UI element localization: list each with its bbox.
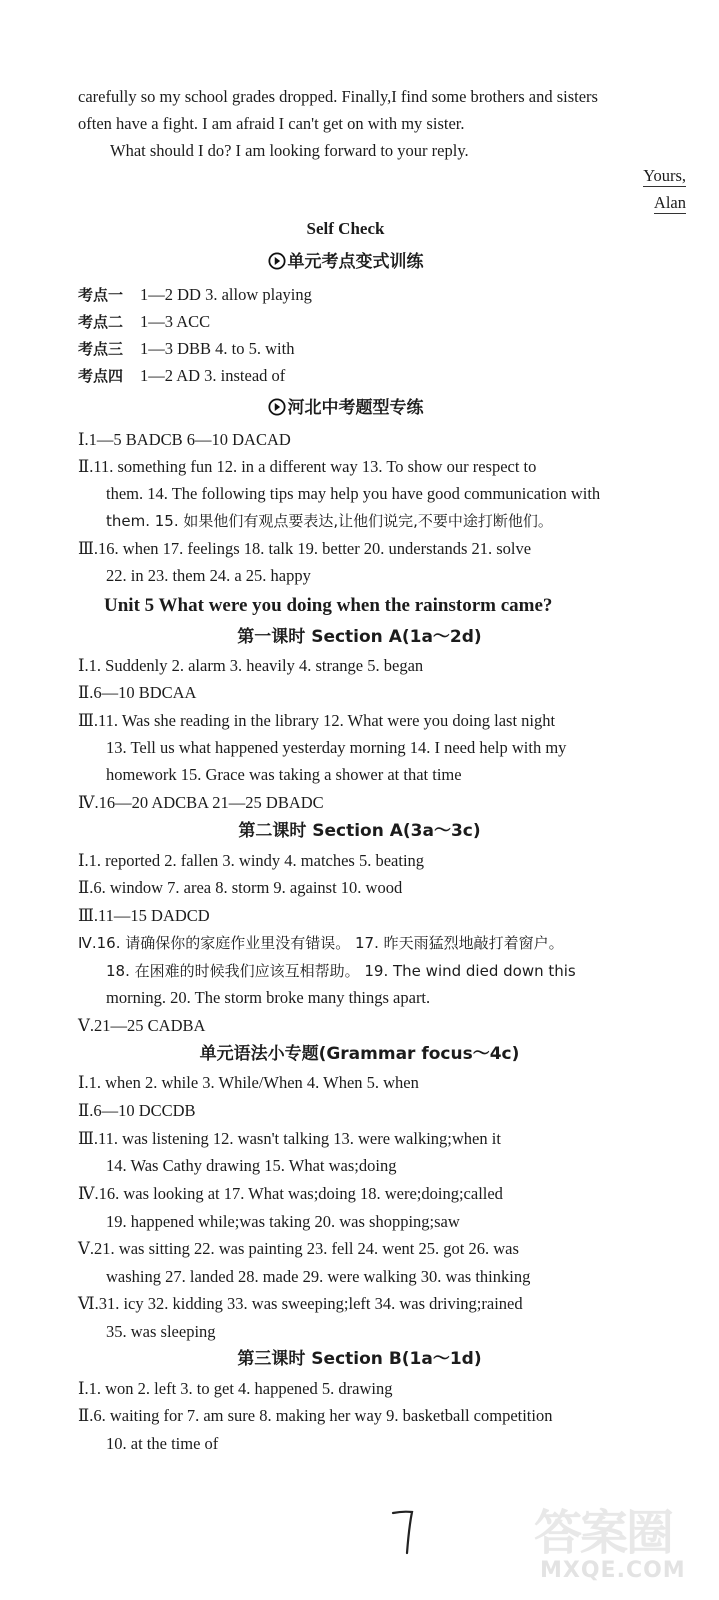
section-subheading: 单元考点变式训练: [0, 251, 719, 273]
circle-arrow-icon: [268, 398, 286, 416]
letter-line: What should I do? I am looking forward to your reply.: [110, 141, 469, 160]
answer-line: 18. 在困难的时候我们应该互相帮助。 19. The wind died down this: [106, 962, 576, 980]
letter-line: carefully so my school grades dropped. Finally,I find some brothers and sisters: [78, 87, 598, 106]
answer-line: Ⅳ.16. 请确保你的家庭作业里没有错误。 17. 昨天雨猛烈地敲打着窗户。: [78, 934, 564, 952]
answer-line: them. 14. The following tips may help you have good communication with: [106, 484, 601, 503]
letter-closing: Yours,: [643, 166, 686, 185]
answer-line: Ⅴ.21—25 CADBA: [78, 1016, 206, 1035]
answer-line: Ⅱ.11. something fun 12. in a different way 13. To show our respect to: [78, 457, 537, 476]
watermark-logo: [522, 1494, 712, 1594]
self-check-title: Self Check: [306, 219, 385, 238]
lesson-title: 单元语法小专题(Grammar focus～4c): [199, 1044, 520, 1064]
point-row: 考点一 1—2 DD 3. allow playing: [78, 285, 312, 304]
answer-line: Ⅳ.16—20 ADCBA 21—25 DBADC: [78, 793, 324, 812]
letter-line: often have a fight. I am afraid I can't get on with my sister.: [78, 114, 465, 133]
watermark-mark: 答案圈: [534, 1505, 673, 1561]
answer-line: homework 15. Grace was taking a shower at that time: [106, 765, 462, 784]
answer-line: Ⅰ.1. when 2. while 3. While/When 4. When 5. when: [78, 1073, 419, 1092]
answer-line: 10. at the time of: [106, 1434, 219, 1453]
answer-line: Ⅱ.6—10 DCCDB: [78, 1101, 196, 1120]
answer-line: Ⅴ.21. was sitting 22. was painting 23. fell 24. went 25. got 26. was: [78, 1239, 519, 1258]
handwritten-number-icon: [385, 1507, 425, 1557]
answer-line: washing 27. landed 28. made 29. were walking 30. was thinking: [106, 1267, 531, 1286]
answer-line: Ⅰ.1—5 BADCB 6—10 DACAD: [78, 430, 291, 449]
answer-line: them. 15. 如果他们有观点要表达,让他们说完,不要中途打断他们。: [106, 512, 553, 530]
circle-arrow-icon: [268, 252, 286, 270]
answer-line: Ⅱ.6. window 7. area 8. storm 9. against 10. wood: [78, 878, 403, 897]
answer-line: Ⅱ.6—10 BDCAA: [78, 683, 197, 702]
answer-line: 14. Was Cathy drawing 15. What was;doing: [106, 1156, 397, 1175]
point-row: 考点四 1—2 AD 3. instead of: [78, 366, 286, 385]
lesson-title: 第三课时 Section B(1a～1d): [237, 1349, 482, 1369]
answer-line: Ⅰ.1. won 2. left 3. to get 4. happened 5. drawing: [78, 1379, 393, 1398]
answer-line: 13. Tell us what happened yesterday morning 14. I need help with my: [106, 738, 567, 757]
letter-signature: Alan: [653, 193, 686, 212]
answer-line: Ⅰ.1. Suddenly 2. alarm 3. heavily 4. strange 5. began: [78, 656, 424, 675]
answer-line: Ⅰ.1. reported 2. fallen 3. windy 4. matches 5. beating: [78, 851, 425, 870]
lesson-title: 第一课时 Section A(1a～2d): [237, 627, 482, 647]
answer-line: Ⅲ.11—15 DADCD: [78, 906, 210, 925]
unit-title: Unit 5 What were you doing when the rainstorm came?: [104, 595, 553, 616]
lesson-title: 第二课时 Section A(3a～3c): [238, 821, 481, 841]
answer-line: Ⅲ.11. was listening 12. wasn't talking 13. were walking;when it: [78, 1129, 501, 1148]
answer-line: 22. in 23. them 24. a 25. happy: [106, 566, 311, 585]
answer-line: Ⅲ.16. when 17. feelings 18. talk 19. better 20. understands 21. solve: [78, 539, 532, 558]
answer-line: Ⅲ.11. Was she reading in the library 12. What were you doing last night: [78, 711, 556, 730]
answer-line: Ⅱ.6. waiting for 7. am sure 8. making her way 9. basketball competition: [78, 1406, 553, 1425]
section-subheading: 河北中考题型专练: [0, 397, 719, 419]
answer-line: morning. 20. The storm broke many things apart.: [106, 988, 431, 1007]
watermark-text: MXQE.COM: [540, 1558, 686, 1583]
page-number: [385, 1507, 425, 1557]
point-row: 考点二 1—3 ACC: [78, 312, 211, 331]
answer-line: 35. was sleeping: [106, 1322, 216, 1341]
answer-line: 19. happened while;was taking 20. was shopping;saw: [106, 1212, 460, 1231]
answer-line: Ⅳ.16. was looking at 17. What was;doing 18. were;doing;called: [78, 1184, 503, 1203]
answer-line: Ⅵ.31. icy 32. kidding 33. was sweeping;left 34. was driving;rained: [78, 1294, 523, 1313]
point-row: 考点三 1—3 DBB 4. to 5. with: [78, 339, 295, 358]
